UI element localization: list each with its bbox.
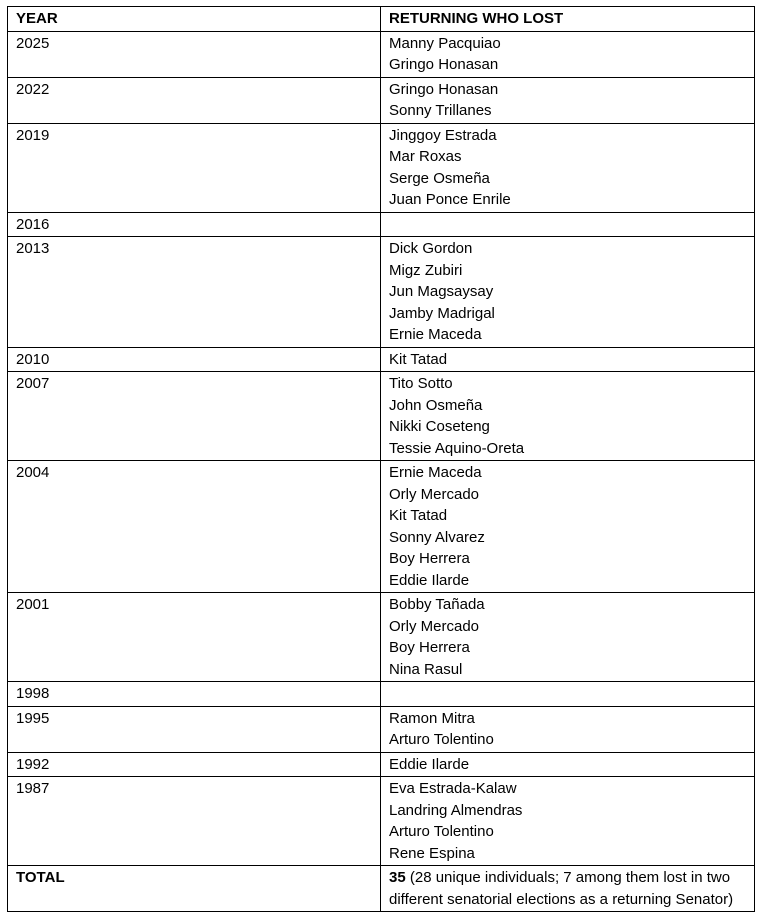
senator-name: Eva Estrada-Kalaw: [389, 780, 517, 797]
senator-name: Kit Tatad: [389, 350, 448, 368]
senator-name: Juan Ponce Enrile: [389, 191, 511, 208]
senator-name: Orly Mercado: [389, 617, 480, 635]
returning-column-header: RETURNING WHO LOST: [381, 7, 755, 32]
year-cell: 2016: [8, 212, 381, 237]
senator-name: Landring Almendras: [389, 801, 523, 819]
names-cell: [381, 237, 755, 348]
year-cell: 2007: [8, 372, 381, 461]
year-cell: 1998: [8, 682, 381, 707]
names-cell: [381, 777, 755, 866]
table-header-row: [8, 7, 755, 32]
year-cell: 1987: [8, 777, 381, 866]
senator-name: Arturo Tolentino: [389, 731, 494, 748]
table-row: [8, 461, 755, 593]
senator-name: Dick Gordon: [389, 240, 473, 257]
senator-name: Kit Tatad: [389, 507, 448, 524]
senator-name: Migz Zubiri: [389, 261, 463, 279]
senator-name: Jun Magsaysay: [389, 283, 494, 300]
senator-name: Jinggoy Estrada: [389, 126, 497, 144]
names-cell: [381, 77, 755, 123]
senator-name: Manny Pacquiao: [389, 34, 501, 52]
names-cell: [381, 593, 755, 682]
returning-senators-table: [7, 6, 755, 912]
senator-name: Ernie Maceda: [389, 464, 482, 481]
senator-name: Mar Roxas: [389, 148, 462, 165]
senator-name: Eddie Ilarde: [389, 571, 470, 589]
senator-name: John Osmeña: [389, 396, 483, 414]
table-row: [8, 212, 755, 237]
total-count: 35: [389, 869, 406, 886]
senator-name: Eddie Ilarde: [389, 755, 470, 773]
table-row: [8, 77, 755, 123]
year-cell: 2019: [8, 123, 381, 212]
table-row: [8, 682, 755, 707]
year-column-header: YEAR: [8, 7, 381, 32]
senator-name: Nikki Coseteng: [389, 418, 490, 435]
total-note: (28 unique individuals; 7 among them lost in two different senatorial elections as a returning Senator): [389, 869, 734, 908]
year-cell: 1992: [8, 752, 381, 777]
year-cell: 2004: [8, 461, 381, 593]
senator-name: Boy Herrera: [389, 639, 470, 656]
senator-name: Serge Osmeña: [389, 169, 490, 187]
year-cell: 2022: [8, 77, 381, 123]
year-cell: 2010: [8, 347, 381, 372]
senator-name: Nina Rasul: [389, 660, 463, 678]
table-row: [8, 777, 755, 866]
names-cell: [381, 347, 755, 372]
year-cell: 2013: [8, 237, 381, 348]
names-cell: [381, 752, 755, 777]
senator-name: Tessie Aquino-Oreta: [389, 439, 525, 457]
senator-name: Rene Espina: [389, 844, 475, 862]
senator-name: Sonny Trillanes: [389, 102, 492, 119]
names-cell: [381, 212, 755, 237]
year-cell: 1995: [8, 706, 381, 752]
table-row: [8, 593, 755, 682]
total-label: TOTAL: [8, 866, 381, 912]
names-cell: [381, 372, 755, 461]
names-cell: [381, 706, 755, 752]
table-row: [8, 31, 755, 77]
names-cell: [381, 31, 755, 77]
senator-name: Tito Sotto: [389, 375, 453, 392]
senator-name: Arturo Tolentino: [389, 823, 494, 840]
names-cell: [381, 682, 755, 707]
names-cell: [381, 123, 755, 212]
senator-name: Orly Mercado: [389, 485, 480, 503]
table-row: [8, 752, 755, 777]
senator-name: Gringo Honasan: [389, 80, 499, 98]
senator-name: Jamby Madrigal: [389, 304, 495, 322]
senator-name: Gringo Honasan: [389, 56, 499, 73]
table-row: [8, 347, 755, 372]
table-body: [8, 31, 755, 912]
table-row: [8, 706, 755, 752]
senator-name: Bobby Tañada: [389, 596, 485, 613]
senator-name: Sonny Alvarez: [389, 528, 485, 546]
senator-name: Ramon Mitra: [389, 709, 475, 727]
senator-name: Ernie Maceda: [389, 326, 482, 343]
table-row: [8, 237, 755, 348]
table-row: [8, 372, 755, 461]
table-row: [8, 123, 755, 212]
year-cell: 2025: [8, 31, 381, 77]
names-cell: [381, 461, 755, 593]
senator-name: Boy Herrera: [389, 550, 470, 567]
year-cell: 2001: [8, 593, 381, 682]
